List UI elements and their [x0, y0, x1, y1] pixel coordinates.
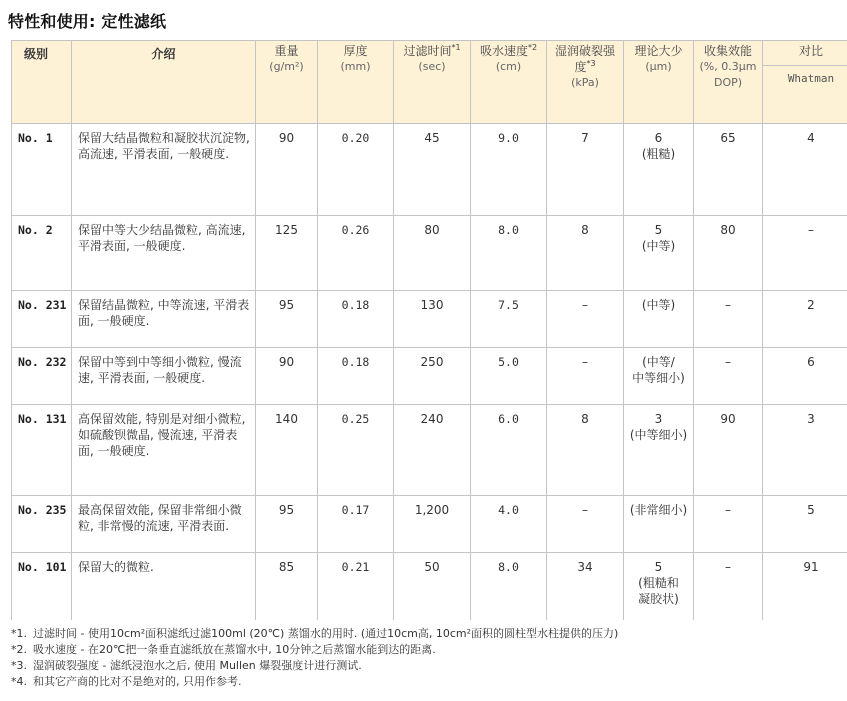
footnote-2	[11, 642, 618, 658]
footnote-ref-3: *3	[586, 59, 596, 68]
cell-filtration-time: 130	[394, 291, 471, 348]
footnote-3	[11, 658, 618, 674]
cell-whatman: 4	[763, 124, 847, 216]
cell-efficiency: –	[694, 291, 763, 348]
cell-whatman: –	[763, 216, 847, 291]
table-row	[12, 496, 847, 553]
cell-whatman: 5	[763, 496, 847, 553]
footnote-mark: *1.	[11, 627, 27, 640]
cell-grade: No. 235	[12, 496, 72, 553]
cell-grade: No. 131	[12, 405, 72, 496]
cell-absorption: 7.5	[471, 291, 547, 348]
cell-thickness: 0.26	[318, 216, 394, 291]
header-absorption	[471, 41, 547, 124]
header-grade: 级别	[12, 41, 72, 124]
footnote-mark: *4.	[11, 675, 27, 688]
cell-wet-burst: 34	[547, 553, 624, 621]
table-header-row	[12, 41, 847, 66]
cell-pore-size: 5 (粗糙和 凝胶状)	[624, 553, 694, 621]
header-compare: 对比	[763, 41, 847, 66]
footnote-text: 湿润破裂强度 - 滤纸浸泡水之后, 使用 Mullen 爆裂强度计进行测试.	[33, 659, 362, 672]
cell-filtration-time: 240	[394, 405, 471, 496]
table-row	[12, 348, 847, 405]
footnote-ref-2: *2	[527, 43, 538, 52]
cell-wet-burst: –	[547, 291, 624, 348]
table-body	[12, 124, 847, 621]
cell-weight: 95	[256, 496, 318, 553]
cell-weight: 90	[256, 348, 318, 405]
footnote-mark: *3.	[11, 659, 27, 672]
cell-efficiency: –	[694, 496, 763, 553]
footnote-text: 和其它产商的比对不是绝对的, 只用作参考.	[33, 675, 242, 688]
cell-intro: 高保留效能, 特别是对细小微粒, 如硫酸钡微晶, 慢流速, 平滑表面, 一般硬度.	[72, 405, 256, 496]
header-intro: 介绍	[72, 41, 256, 124]
header-filtration-time	[394, 41, 471, 124]
header-pore-size-label: 理论大少	[634, 44, 683, 58]
table-row	[12, 553, 847, 621]
cell-efficiency: 65	[694, 124, 763, 216]
cell-thickness: 0.20	[318, 124, 394, 216]
header-efficiency-label: 收集效能	[703, 44, 752, 58]
header-efficiency-unit: (%, 0.3μm DOP)	[699, 60, 757, 89]
header-wet-burst-label: 湿润破裂强度	[554, 44, 615, 74]
cell-intro: 最高保留效能, 保留非常细小微粒, 非常慢的流速, 平滑表面.	[72, 496, 256, 553]
header-thickness-unit: (mm)	[340, 60, 371, 73]
cell-intro: 保留中等到中等细小微粒, 慢流速, 平滑表面, 一般硬度.	[72, 348, 256, 405]
header-pore-size	[624, 41, 694, 124]
cell-whatman: 91	[763, 553, 847, 621]
table-row	[12, 405, 847, 496]
cell-absorption: 8.0	[471, 553, 547, 621]
cell-efficiency: –	[694, 553, 763, 621]
cell-grade: No. 2	[12, 216, 72, 291]
cell-wet-burst: 8	[547, 405, 624, 496]
cell-filtration-time: 250	[394, 348, 471, 405]
cell-efficiency: –	[694, 348, 763, 405]
cell-weight: 125	[256, 216, 318, 291]
cell-weight: 85	[256, 553, 318, 621]
cell-filtration-time: 50	[394, 553, 471, 621]
header-weight-unit: (g/m²)	[269, 60, 304, 73]
header-weight-label: 重量	[274, 44, 299, 58]
cell-absorption: 4.0	[471, 496, 547, 553]
header-filtration-time-unit: (sec)	[418, 60, 446, 73]
cell-grade: No. 1	[12, 124, 72, 216]
cell-wet-burst: 7	[547, 124, 624, 216]
cell-filtration-time: 80	[394, 216, 471, 291]
cell-weight: 95	[256, 291, 318, 348]
cell-absorption: 5.0	[471, 348, 547, 405]
cell-wet-burst: 8	[547, 216, 624, 291]
footnote-ref-1: *1	[451, 43, 461, 52]
footnote-text: 过滤时间 - 使用10cm²面积滤纸过滤100ml (20℃) 蒸馏水的用时. (通过10cm高, 10cm²面积的圆柱型水柱提供的压力)	[33, 627, 619, 640]
header-absorption-unit: (cm)	[495, 60, 522, 73]
cell-pore-size: (中等)	[624, 291, 694, 348]
footnote-text: 吸水速度 - 在20℃把一条垂直滤纸放在蒸馏水中, 10分钟之后蒸馏水能到达的距离.	[33, 643, 436, 656]
filter-paper-table-container	[11, 40, 847, 620]
cell-whatman: 6	[763, 348, 847, 405]
cell-whatman: 2	[763, 291, 847, 348]
filter-paper-table	[11, 40, 847, 620]
cell-pore-size: (中等/ 中等细小)	[624, 348, 694, 405]
header-filtration-time-label: 过滤时间	[403, 44, 452, 58]
header-whatman: Whatman	[763, 66, 847, 124]
header-absorption-label: 吸水速度	[479, 44, 528, 58]
footnote-1	[11, 626, 618, 642]
header-efficiency	[694, 41, 763, 124]
cell-thickness: 0.21	[318, 553, 394, 621]
cell-absorption: 9.0	[471, 124, 547, 216]
table-row	[12, 124, 847, 216]
cell-efficiency: 80	[694, 216, 763, 291]
cell-intro: 保留中等大少结晶微粒, 高流速, 平滑表面, 一般硬度.	[72, 216, 256, 291]
table-row	[12, 291, 847, 348]
header-thickness	[318, 41, 394, 124]
cell-thickness: 0.18	[318, 291, 394, 348]
cell-weight: 140	[256, 405, 318, 496]
header-thickness-label: 厚度	[343, 44, 368, 58]
cell-wet-burst: –	[547, 496, 624, 553]
header-weight	[256, 41, 318, 124]
cell-pore-size: 3 (中等细小)	[624, 405, 694, 496]
header-wet-burst	[547, 41, 624, 124]
cell-thickness: 0.18	[318, 348, 394, 405]
cell-grade: No. 101	[12, 553, 72, 621]
footnotes	[11, 626, 618, 690]
header-wet-burst-unit: (kPa)	[571, 76, 599, 89]
cell-absorption: 6.0	[471, 405, 547, 496]
header-pore-size-unit: (μm)	[645, 60, 672, 73]
cell-efficiency: 90	[694, 405, 763, 496]
cell-pore-size: (非常细小)	[624, 496, 694, 553]
cell-filtration-time: 45	[394, 124, 471, 216]
cell-pore-size: 5 (中等)	[624, 216, 694, 291]
cell-intro: 保留结晶微粒, 中等流速, 平滑表面, 一般硬度.	[72, 291, 256, 348]
cell-thickness: 0.17	[318, 496, 394, 553]
cell-wet-burst: –	[547, 348, 624, 405]
cell-whatman: 3	[763, 405, 847, 496]
cell-intro: 保留大的微粒.	[72, 553, 256, 621]
footnote-4	[11, 674, 618, 690]
footnote-mark: *2.	[11, 643, 27, 656]
page-title: 特性和使用: 定性滤纸	[8, 12, 167, 31]
cell-grade: No. 232	[12, 348, 72, 405]
cell-pore-size: 6 (粗糙)	[624, 124, 694, 216]
cell-thickness: 0.25	[318, 405, 394, 496]
cell-grade: No. 231	[12, 291, 72, 348]
table-row	[12, 216, 847, 291]
cell-weight: 90	[256, 124, 318, 216]
cell-intro: 保留大结晶微粒和凝胶状沉淀物, 高流速, 平滑表面, 一般硬度.	[72, 124, 256, 216]
cell-absorption: 8.0	[471, 216, 547, 291]
cell-filtration-time: 1,200	[394, 496, 471, 553]
